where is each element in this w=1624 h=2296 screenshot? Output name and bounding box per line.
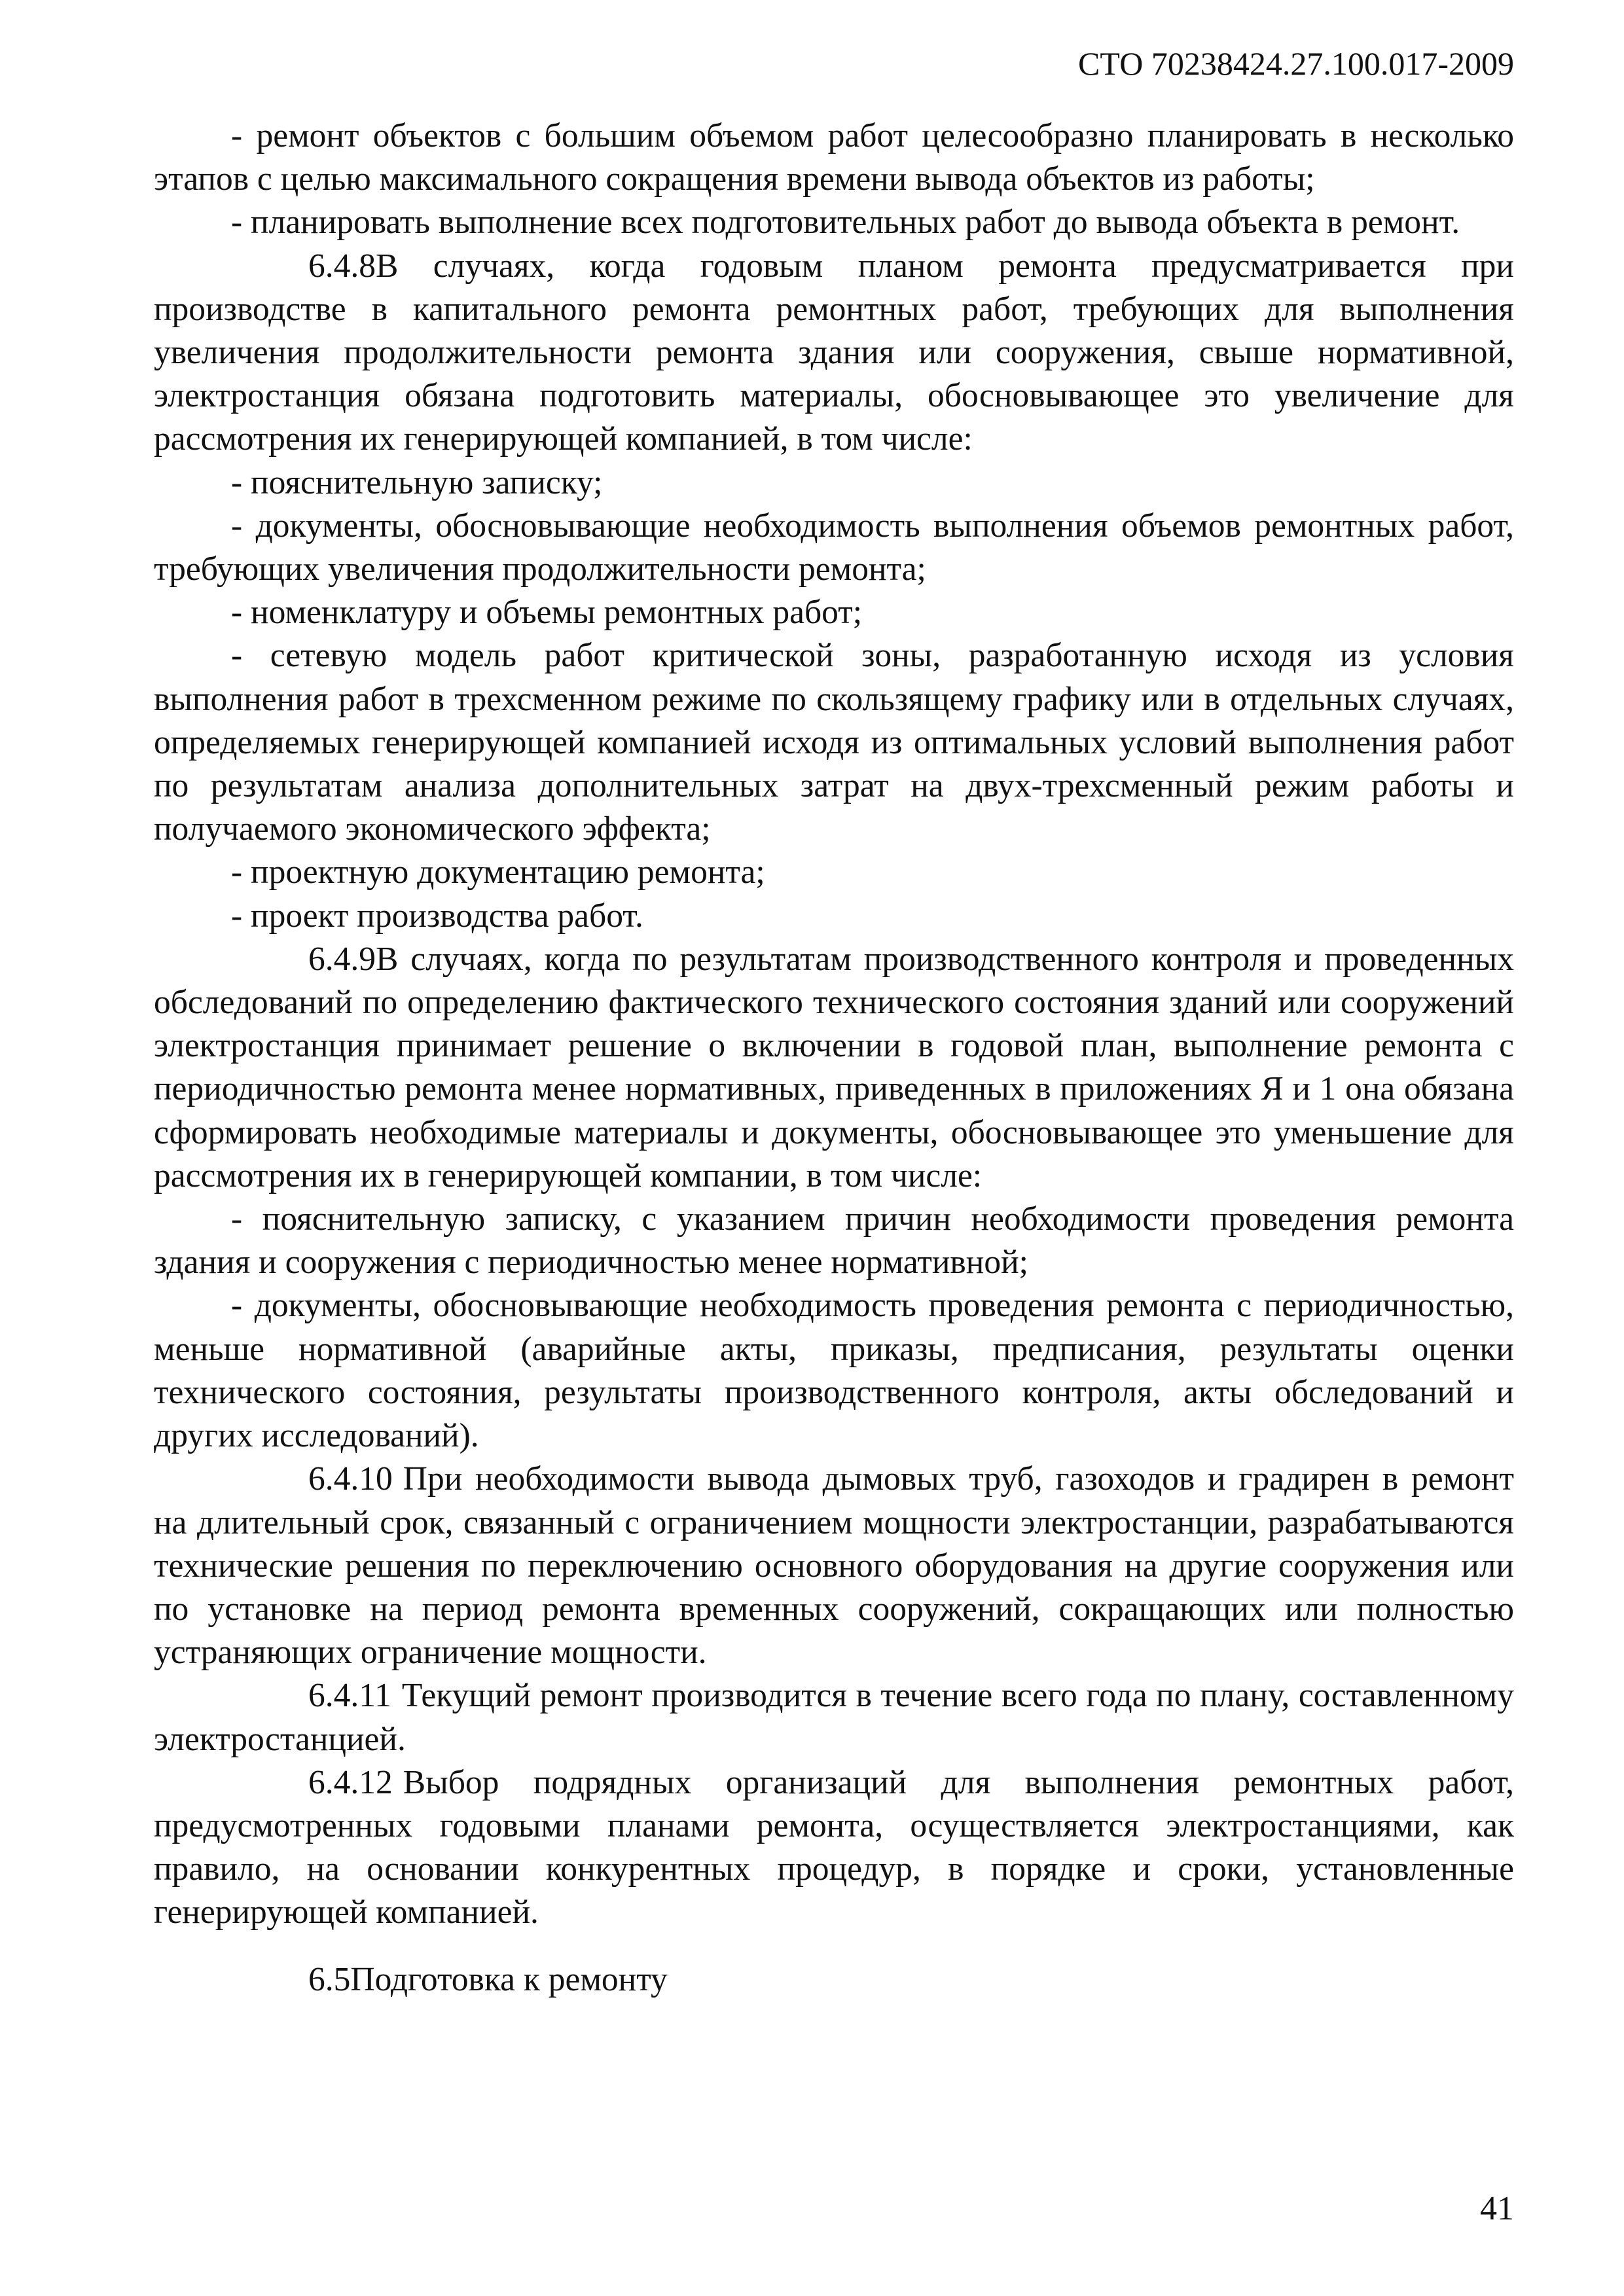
- paragraph-text: - проект производства работ.: [231, 897, 643, 935]
- section-title: Подготовка к ремонту: [350, 1960, 668, 1998]
- clause-number: 6.4.9: [308, 940, 376, 978]
- paragraph: [154, 851, 1514, 894]
- page-number: 41: [1480, 2190, 1514, 2227]
- body-text: [154, 115, 1514, 2001]
- paragraph-text: - проектную документацию ремонта;: [231, 853, 765, 891]
- paragraph-text: - пояснительную записку;: [231, 463, 603, 501]
- paragraph-text: - документы, обосновывающие необходимость проведения ремонта с периодичностью, меньше нормативной (аварийные акты, приказы, предписания, результаты оценки технического состояния, результаты производственного контроля, акты обследований и других исследований).: [154, 1287, 1514, 1455]
- clause-text: В случаях, когда годовым планом ремонта предусматривается при производстве в капитального ремонта ремонтных работ, требующих для выполнения увеличения продолжительности ремонта здания или сооружения, свыше нормативной, электростанция обязана подготовить материалы, обосновывающее это увеличение для рассмотрения их генерирующей компанией, в том числе:: [154, 247, 1514, 458]
- paragraph: [154, 1284, 1514, 1458]
- clause-text: В случаях, когда по результатам производственного контроля и проведенных обследований по определению фактического технического состояния зданий или сооружений электростанция принимает решение о включении в годовой план, выполнение ремонта с периодичностью ремонта менее нормативных, приведенных в приложениях Я и 1 она обязана сформировать необходимые материалы и документы, обосновывающее это уменьшение для рассмотрения их в генерирующей компании, в том числе:: [154, 940, 1514, 1194]
- clause-number: 6.4.8: [308, 247, 376, 285]
- clause: [154, 245, 1514, 461]
- clause-number: 6.4.12: [308, 1763, 393, 1801]
- clause-number: 6.4.11: [308, 1677, 391, 1715]
- paragraph: [154, 634, 1514, 851]
- paragraph-text: - ремонт объектов с большим объемом работ целесообразно планировать в несколько этапов с целью максимального сокращения времени вывода объектов из работы;: [154, 117, 1514, 198]
- paragraph: [154, 1198, 1514, 1284]
- paragraph-text: - пояснительную записку, с указанием причин необходимости проведения ремонта здания и сооружения с периодичностью менее нормативной;: [154, 1200, 1514, 1282]
- paragraph-text: - планировать выполнение всех подготовительных работ до вывода объекта в ремонт.: [231, 204, 1460, 242]
- paragraph-text: - сетевую модель работ критической зоны, разработанную исходя из условия выполнения работ в трехсменном режиме по скользящему графику или в отдельных случаях, определяемых генерирующей компанией исходя из оптимальных условий выполнения работ по результатам анализа дополнительных затрат на двух-трехсменный режим работы и получаемого экономического эффекта;: [154, 637, 1514, 848]
- paragraph: [154, 591, 1514, 634]
- paragraph-text: - номенклатуру и объемы ремонтных работ;: [231, 594, 863, 632]
- clause: [154, 1761, 1514, 1935]
- paragraph: [154, 895, 1514, 938]
- section-heading: [154, 1958, 1514, 2001]
- clause: [154, 1674, 1514, 1761]
- clause: [154, 1458, 1514, 1674]
- document-code: СТО 70238424.27.100.017-2009: [1078, 45, 1514, 82]
- clause-text: При необходимости вывода дымовых труб, газоходов и градирен в ремонт на длительный срок, связанный с ограничением мощности электростанции, разрабатываются технические решения по переключению основного оборудования на другие сооружения или по установке на период ремонта временных сооружений, сокращающих или полностью устраняющих ограничение мощности.: [154, 1460, 1514, 1672]
- paragraph: [154, 505, 1514, 591]
- paragraph: [154, 115, 1514, 201]
- clause: [154, 938, 1514, 1198]
- paragraph: [154, 461, 1514, 505]
- section-number: 6.5: [308, 1960, 351, 1998]
- paragraph: [154, 201, 1514, 244]
- clause-number: 6.4.10: [308, 1460, 393, 1498]
- paragraph-text: - документы, обосновывающие необходимость выполнения объемов ремонтных работ, требующих увеличения продолжительности ремонта;: [154, 507, 1514, 588]
- clause-text: Текущий ремонт производится в течение всего года по плану, составленному электростанцией.: [154, 1677, 1514, 1758]
- clause-text: Выбор подрядных организаций для выполнения ремонтных работ, предусмотренных годовыми планами ремонта, осуществляется электростанциями, как правило, на основании конкурентных процедур, в порядке и сроки, установленные генерирующей компанией.: [154, 1763, 1514, 1931]
